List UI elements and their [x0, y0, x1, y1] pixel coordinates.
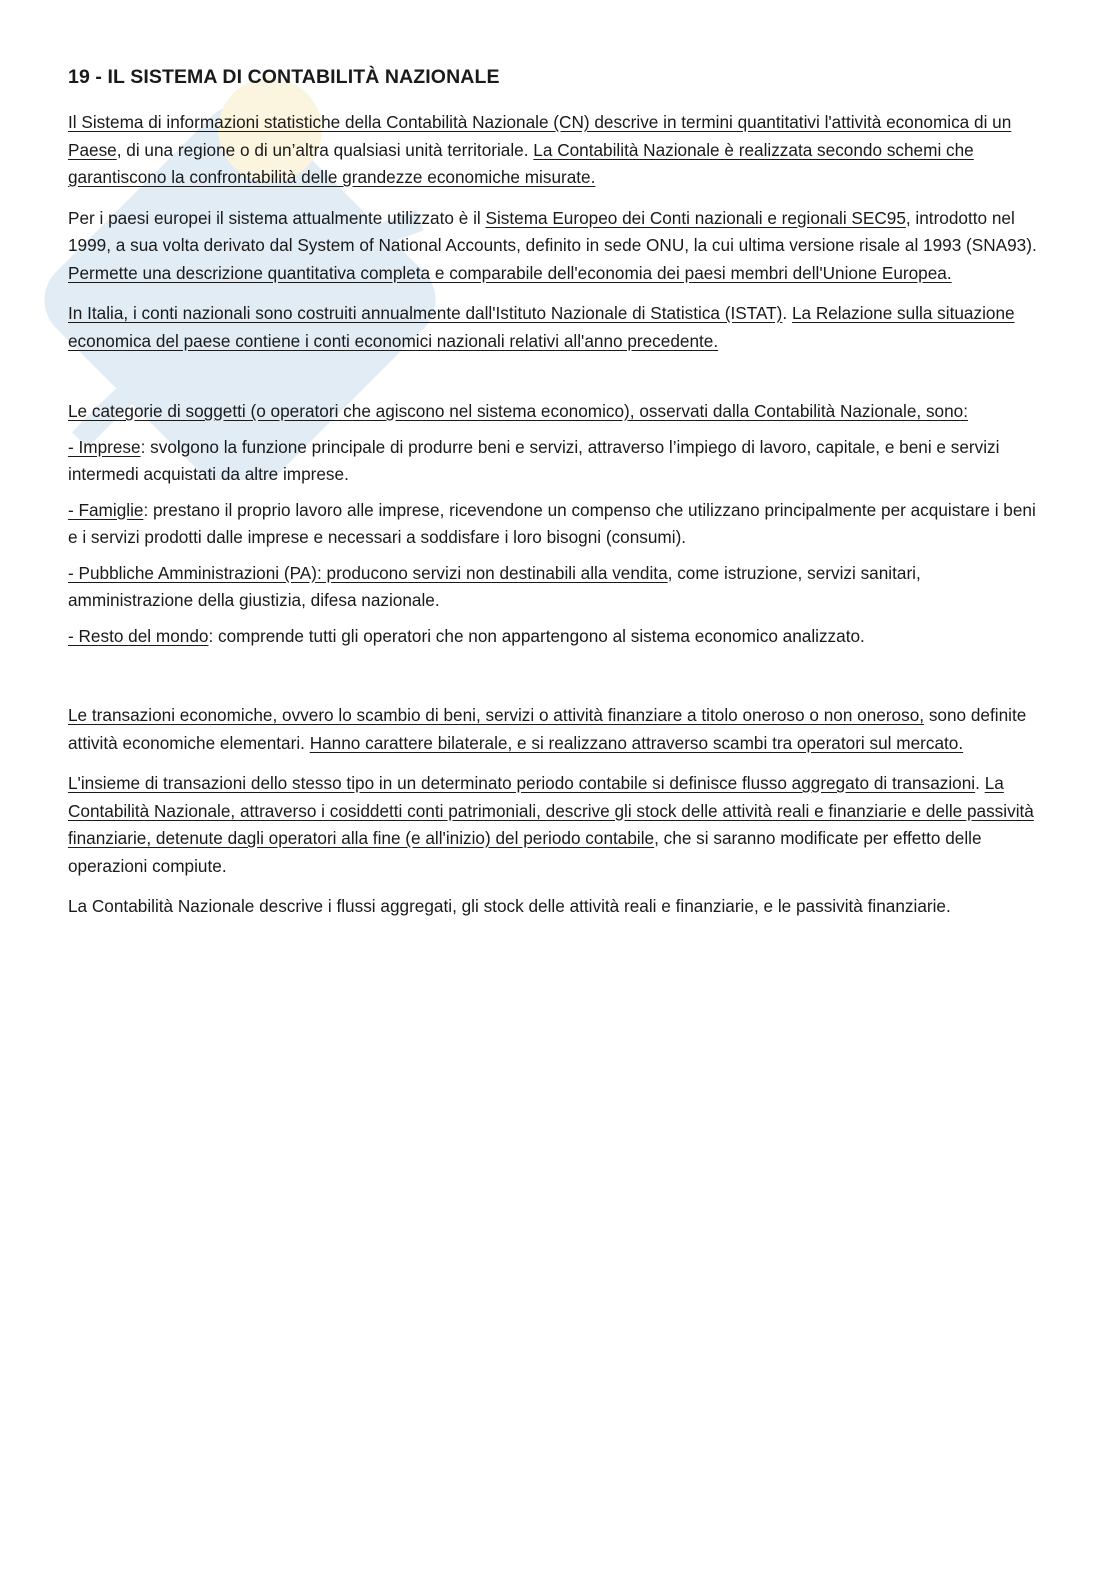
spacer — [68, 368, 1038, 398]
paragraph-conclusion: La Contabilità Nazionale descrive i flussi aggregati, gli stock delle attività reali e finanziarie, e le passività finanziarie. — [68, 896, 951, 916]
paragraph-intro: Il Sistema di informazioni statistiche della Contabilità Nazionale (CN) descrive in termini quantitativi l'attività economica di un Paese, di una regione o di un’altra qualsiasi unità territoriale. La Contabilità Nazionale è realizzata secondo schemi che garantiscono la confrontabilità delle grandezze economiche misurate. — [68, 112, 1012, 187]
paragraph-flusso-aggregato: L'insieme di transazioni dello stesso tipo in un determinato periodo contabile si definisce flusso aggregato di transazioni. La Contabilità Nazionale, attraverso i cosiddetti conti patrimoniali, descrive gli stock delle attività reali e finanziarie e delle passività finanziarie, detenute dagli operatori alla fine (e all'inizio) del periodo contabile, che si saranno modificate per effetto delle operazioni compiute. — [68, 773, 1034, 876]
paragraph-transazioni: Le transazioni economiche, ovvero lo scambio di beni, servizi o attività finanziare a titolo oneroso o non oneroso, sono definite attività economiche elementari. Hanno carattere bilaterale, e si realizzano attraverso scambi tra operatori sul mercato. — [68, 705, 1027, 753]
list-item-resto-del-mondo: - Resto del mondo: comprende tutti gli operatori che non appartengono al sistema economico analizzato. — [68, 625, 865, 646]
page-title: 19 - IL SISTEMA DI CONTABILITÀ NAZIONALE — [68, 66, 500, 88]
list-item-pa: - Pubbliche Amministrazioni (PA): producono servizi non destinabili alla vendita, come istruzione, servizi sanitari, amministrazione della giustizia, difesa nazionale. — [68, 562, 921, 610]
spacer — [68, 658, 1038, 702]
paragraph-categories: Le categorie di soggetti (o operatori che agiscono nel sistema economico), osservati dalla Contabilità Nazionale, sono: — [68, 401, 968, 421]
paragraph-istat: In Italia, i conti nazionali sono costruiti annualmente dall'Istituto Nazionale di Statistica (ISTAT). La Relazione sulla situazione economica del paese contiene i conti economici nazionali relativi all'anno precedente. — [68, 303, 1015, 351]
list-item-imprese: - Imprese: svolgono la funzione principale di produrre beni e servizi, attraverso l’impiego di lavoro, capitale, e beni e servizi intermedi acquistati da altre imprese. — [68, 436, 1000, 484]
document-page — [68, 66, 1038, 934]
paragraph-sec95: Per i paesi europei il sistema attualmente utilizzato è il Sistema Europeo dei Conti nazionali e regionali SEC95, introdotto nel 1999, a sua volta derivato dal System of National Accounts, definito in sede ONU, la cui ultima versione risale al 1993 (SNA93). Permette una descrizione quantitativa completa e comparabile dell'economia dei paesi membri dell'Unione Europea. — [68, 207, 1037, 283]
list-item-famiglie: - Famiglie: prestano il proprio lavoro alle imprese, ricevendone un compenso che utilizzano principalmente per acquistare i beni e i servizi prodotti dalle imprese e necessari a soddisfare i loro bisogni (consumi). — [68, 499, 1036, 547]
